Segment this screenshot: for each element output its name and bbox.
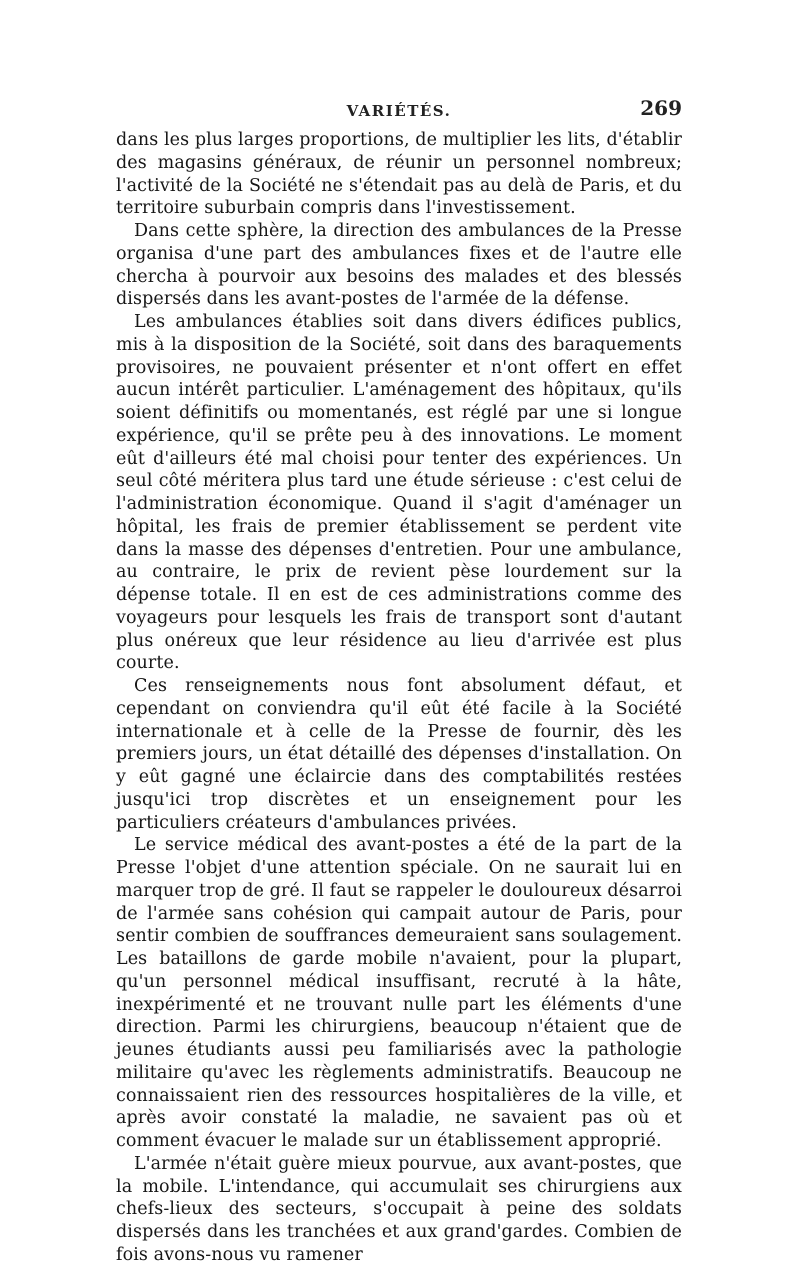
paragraph: Le service médical des avant-postes a été de la part de la Presse l'objet d'une attention spéciale. On ne saurait lui en marquer trop de gré. Il faut se rappeler le douloureux désarroi de l'armée sans cohésion qui campait autour de Paris, pour sentir combien de souffrances demeuraient sans soulagement. Les bataillons de garde mobile n'avaient, pour la plupart, qu'un personnel médical insuffisant, recruté à la hâte, inexpérimenté et ne trouvant nulle part les éléments d'une direction. Parmi les chirurgiens, beaucoup n'étaient que de jeunes étudiants aussi peu familiarisés avec la pathologie militaire qu'avec les règlements administratifs. Beaucoup ne connaissaient rien des ressources hospitalières de la ville, et après avoir constaté la maladie, ne savaient pas où et comment évacuer le malade sur un établissement approprié.: [116, 835, 682, 1151]
paragraph: Les ambulances établies soit dans divers édifices publics, mis à la disposition de la Société, soit dans des baraquements provisoires, ne pouvaient présenter et n'ont offert en effet aucun intérêt particulier. L'aménagement des hôpitaux, qu'ils soient définitifs ou momentanés, est réglé par une si longue expérience, qu'il se prête peu à des innovations. Le moment eût d'ailleurs été mal choisi pour tenter des expériences. Un seul côté méritera plus tard une étude sérieuse : c'est celui de l'administration économique. Quand il s'agit d'aménager un hôpital, les frais de premier établissement se perdent vite dans la masse des dépenses d'entretien. Pour une ambulance, au contraire, le prix de revient pèse lourdement sur la dépense totale. Il en est de ces administrations comme des voyageurs pour lesquels les frais de transport sont d'autant plus onéreux que leur résidence au lieu d'arrivée est plus courte.: [116, 312, 682, 674]
paragraph: Dans cette sphère, la direction des ambulances de la Presse organisa d'une part des ambulances fixes et de l'autre elle chercha à pourvoir aux besoins des malades et des blessés dispersés dans les avant-postes de l'armée de la défense.: [116, 221, 682, 310]
paragraph: L'armée n'était guère mieux pourvue, aux avant-postes, que la mobile. L'intendance, qui accumulait ses chirurgiens aux chefs-lieux des secteurs, s'occupait à peine des soldats dispersés dans les tranchées et aux grand'gardes. Combien de fois avons-nous vu ramener: [116, 1153, 682, 1265]
running-title: VARIÉTÉS.: [346, 102, 452, 120]
paragraph: dans les plus larges proportions, de multiplier les lits, d'établir des magasins généraux, de réunir un personnel nombreux; l'activité de la Société ne s'étendait pas au delà de Paris, et du territoire suburbain compris dans l'investissement.: [116, 130, 682, 219]
page-header: [116, 96, 682, 126]
body-text: [116, 129, 682, 1267]
page-number: 269: [640, 96, 682, 120]
paragraph: Ces renseignements nous font absolument défaut, et cependant on conviendra qu'il eût été facile à la Société internationale et à celle de la Presse de fournir, dès les premiers jours, un état détaillé des dépenses d'installation. On y eût gagné une éclaircie dans des comptabilités restées jusqu'ici trop discrètes et un enseignement pour les particuliers créateurs d'ambulances privées.: [116, 676, 682, 833]
